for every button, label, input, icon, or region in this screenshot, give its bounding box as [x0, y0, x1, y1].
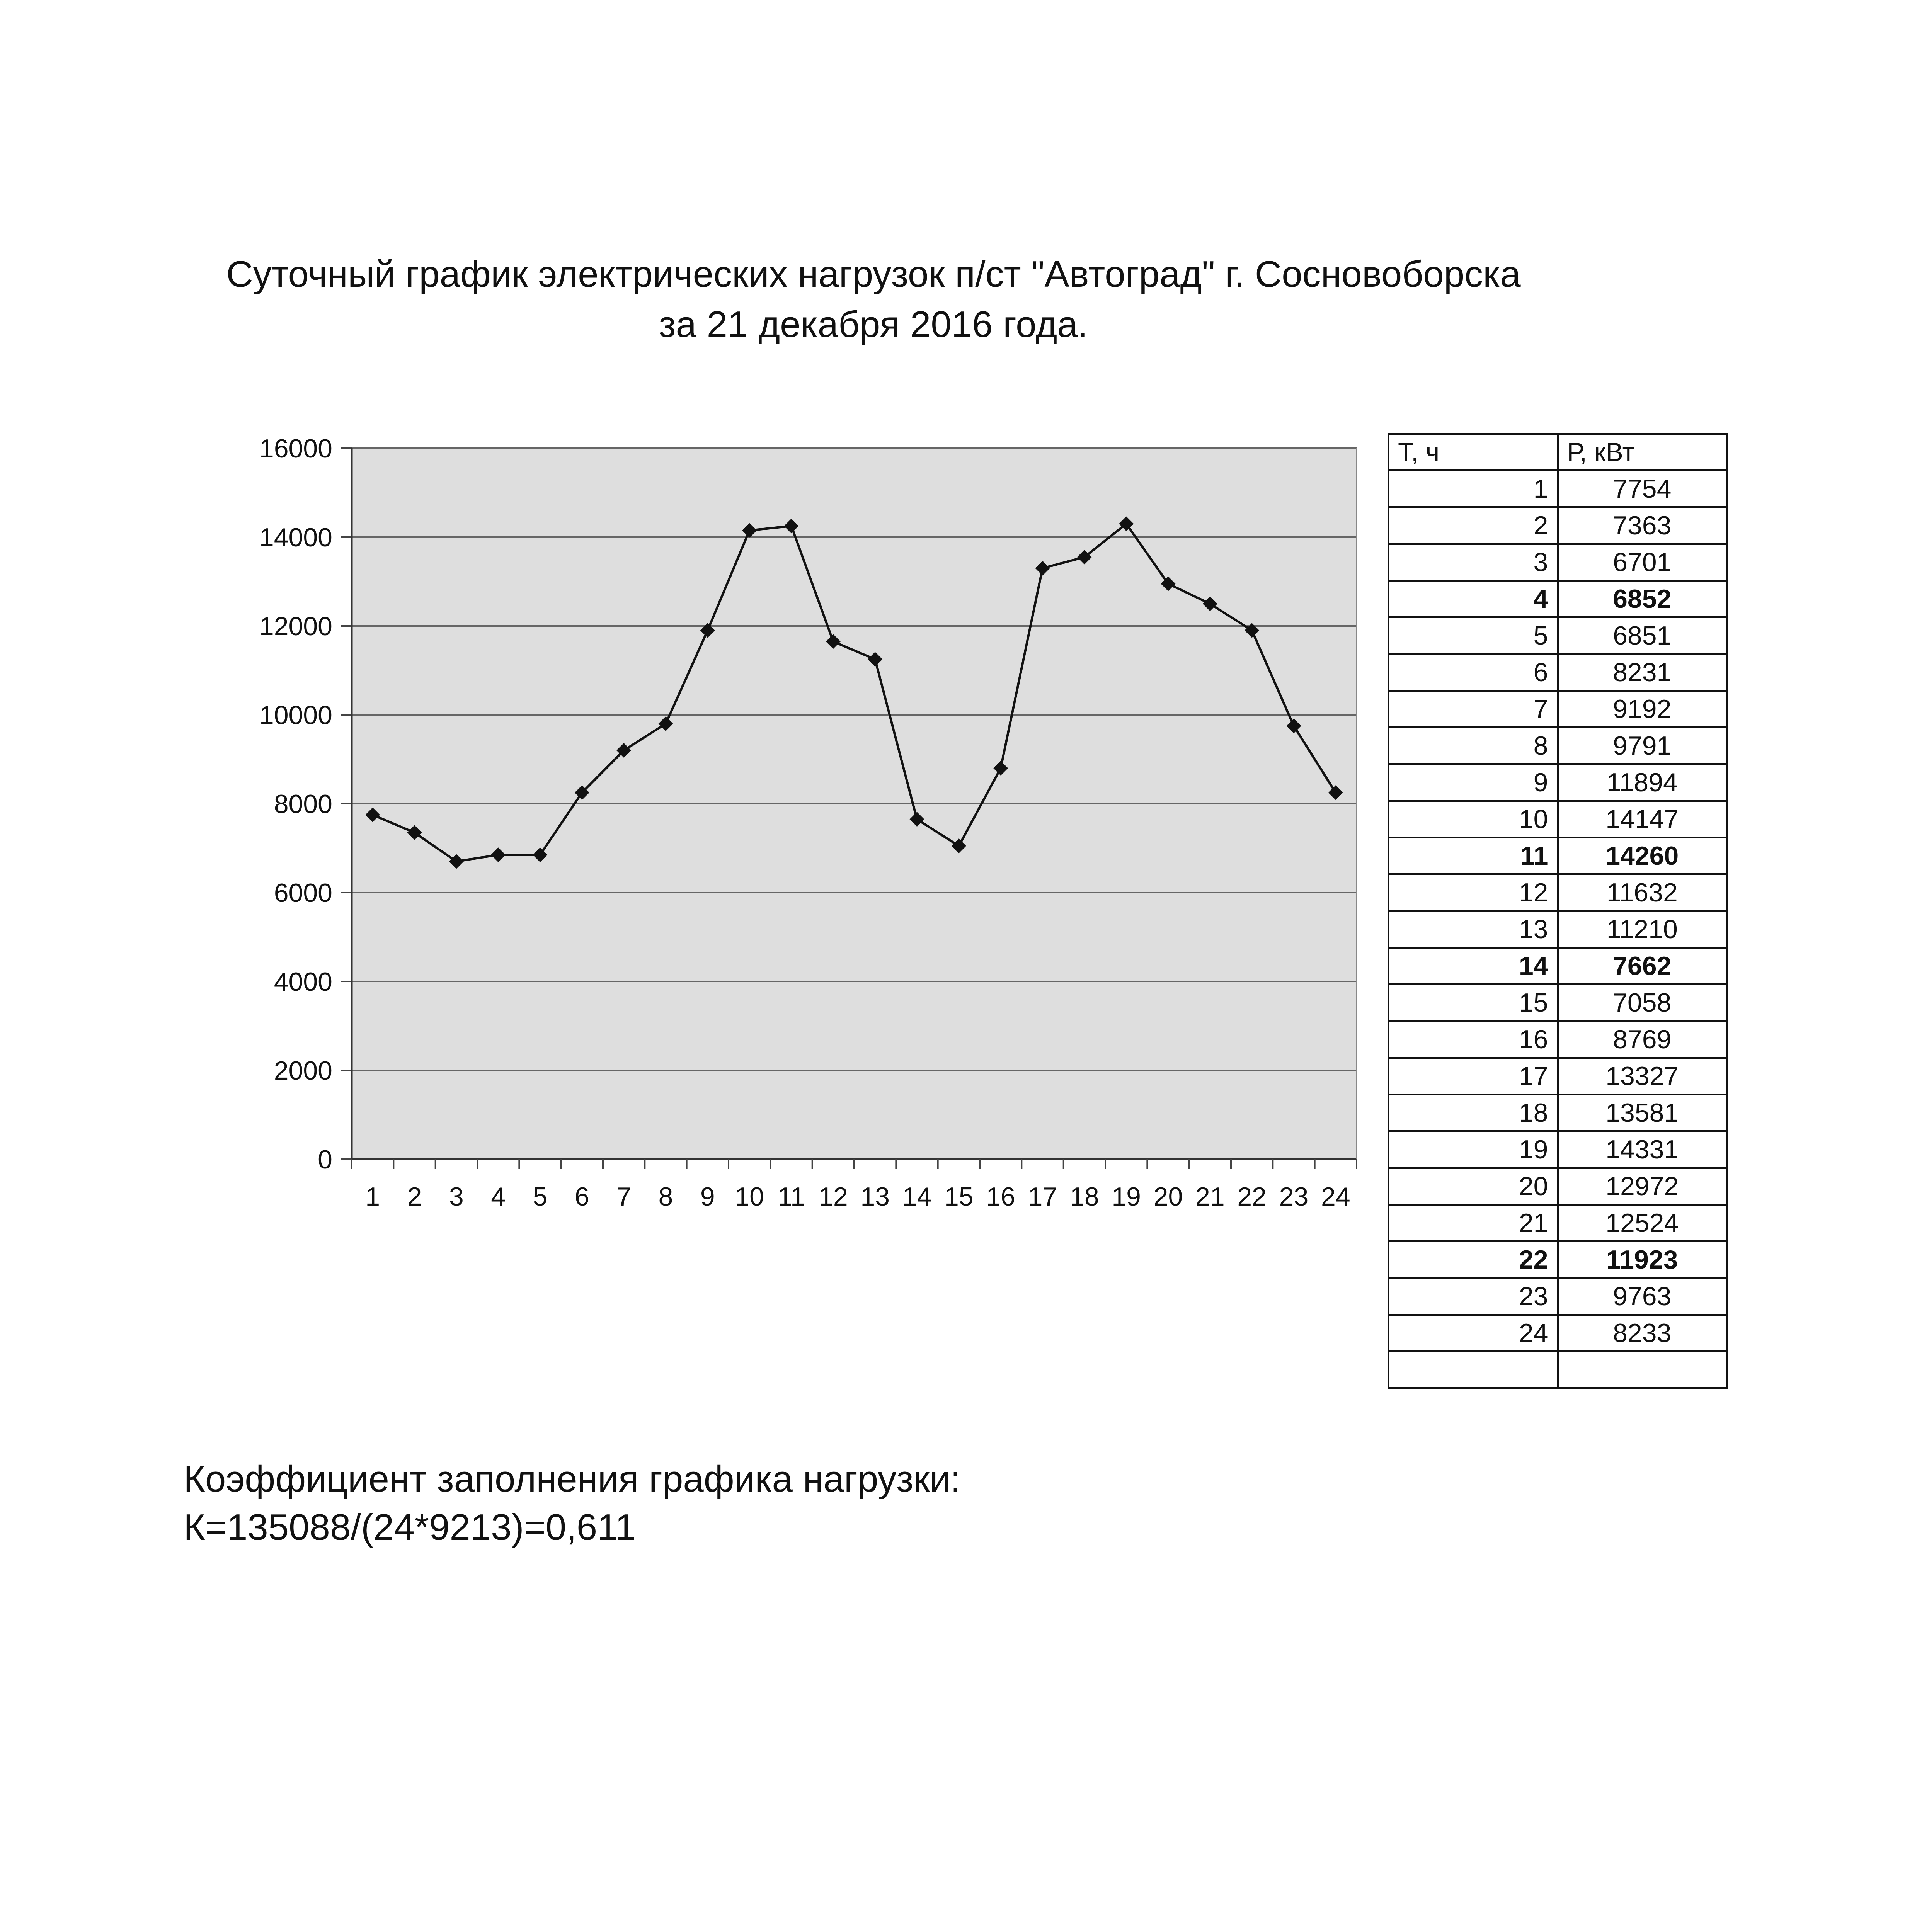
table-row: [1389, 948, 1727, 985]
cell-power: 9763: [1558, 1278, 1727, 1315]
cell-time: 16: [1389, 1021, 1558, 1058]
cell-time: 13: [1389, 911, 1558, 948]
cell-time: 6: [1389, 654, 1558, 691]
chart-title-line-2: за 21 декабря 2016 года.: [659, 304, 1088, 345]
x-tick-label: 21: [1195, 1182, 1225, 1211]
y-tick-label: 0: [318, 1145, 332, 1174]
column-header-time: Т, ч: [1389, 434, 1558, 471]
cell-time: 17: [1389, 1058, 1558, 1095]
cell-power: 6852: [1558, 581, 1727, 617]
cell-time: 12: [1389, 874, 1558, 911]
table-row: [1389, 581, 1727, 617]
y-tick-label: 8000: [274, 789, 332, 819]
cell-power: 8233: [1558, 1315, 1727, 1352]
cell-time: 10: [1389, 801, 1558, 838]
chart-title-line-1: Суточный график электрических нагрузок п/ст "Автоград" г. Сосновоборска: [226, 253, 1521, 295]
table-row: [1389, 507, 1727, 544]
table-row: [1389, 654, 1727, 691]
table-row: [1389, 838, 1727, 874]
x-tick-label: 9: [700, 1182, 715, 1211]
cell-time: 22: [1389, 1242, 1558, 1278]
cell-time: 3: [1389, 544, 1558, 581]
table-row: [1389, 1278, 1727, 1315]
cell-power: 6851: [1558, 617, 1727, 654]
cell-power: 12524: [1558, 1205, 1727, 1242]
x-tick-label: 20: [1153, 1182, 1183, 1211]
cell-power: 8769: [1558, 1021, 1727, 1058]
cell-power: 9791: [1558, 728, 1727, 764]
x-tick-label: 5: [533, 1182, 548, 1211]
cell-time: 1: [1389, 471, 1558, 507]
cell-power: 7058: [1558, 985, 1727, 1021]
x-tick-label: 11: [778, 1182, 805, 1211]
cell-power: 14260: [1558, 838, 1727, 874]
table-row: [1389, 1021, 1727, 1058]
table-row: [1389, 1352, 1727, 1388]
cell-time: 20: [1389, 1168, 1558, 1205]
y-tick-labels: [259, 434, 332, 1174]
column-header-power: Р, кВт: [1558, 434, 1727, 471]
table-row: [1389, 1168, 1727, 1205]
x-tick-label: 6: [574, 1182, 589, 1211]
cell-time: [1389, 1352, 1558, 1388]
x-tick-label: 4: [491, 1182, 506, 1211]
table-row: [1389, 911, 1727, 948]
x-tick-label: 23: [1279, 1182, 1309, 1211]
y-tick-label: 6000: [274, 878, 332, 908]
cell-power: 7754: [1558, 471, 1727, 507]
x-tick-label: 15: [944, 1182, 974, 1211]
table-row: [1389, 691, 1727, 728]
cell-power: 9192: [1558, 691, 1727, 728]
cell-power: 6701: [1558, 544, 1727, 581]
cell-power: 11210: [1558, 911, 1727, 948]
y-tick-label: 4000: [274, 967, 332, 997]
x-tick-label: 12: [819, 1182, 848, 1211]
cell-power: 8231: [1558, 654, 1727, 691]
cell-time: 2: [1389, 507, 1558, 544]
y-tick-label: 2000: [274, 1056, 332, 1085]
x-tick-label: 7: [616, 1182, 632, 1211]
cell-time: 5: [1389, 617, 1558, 654]
cell-time: 11: [1389, 838, 1558, 874]
cell-time: 9: [1389, 764, 1558, 801]
table-row: [1389, 544, 1727, 581]
cell-power: [1558, 1352, 1727, 1388]
x-tick-label: 19: [1112, 1182, 1141, 1211]
cell-time: 23: [1389, 1278, 1558, 1315]
x-tick-label: 8: [658, 1182, 673, 1211]
table-row: [1389, 617, 1727, 654]
table-row: [1389, 874, 1727, 911]
cell-power: 11923: [1558, 1242, 1727, 1278]
table-row: [1389, 801, 1727, 838]
x-tick-label: 17: [1028, 1182, 1057, 1211]
cell-power: 7363: [1558, 507, 1727, 544]
x-tick-labels: [352, 1159, 1357, 1211]
x-tick-label: 16: [986, 1182, 1015, 1211]
table-row: [1389, 1058, 1727, 1095]
cell-power: 7662: [1558, 948, 1727, 985]
table-row: [1389, 1205, 1727, 1242]
x-tick-label: 10: [735, 1182, 764, 1211]
load-factor-formula: К=135088/(24*9213)=0,611: [184, 1507, 636, 1548]
table-row: [1389, 1131, 1727, 1168]
y-tick-label: 12000: [259, 612, 332, 641]
x-tick-label: 24: [1321, 1182, 1350, 1211]
table-row: [1389, 1242, 1727, 1278]
cell-time: 7: [1389, 691, 1558, 728]
table-row: [1389, 985, 1727, 1021]
cell-time: 8: [1389, 728, 1558, 764]
y-tick-label: 16000: [259, 434, 332, 463]
x-tick-label: 22: [1237, 1182, 1267, 1211]
x-tick-label: 2: [407, 1182, 422, 1211]
table-header-row: [1389, 434, 1727, 471]
y-tick-label: 14000: [259, 523, 332, 552]
cell-time: 14: [1389, 948, 1558, 985]
cell-time: 24: [1389, 1315, 1558, 1352]
cell-power: 13581: [1558, 1095, 1727, 1131]
cell-time: 21: [1389, 1205, 1558, 1242]
load-data-table: [1388, 433, 1728, 1389]
load-factor-caption: Коэффициент заполнения графика нагрузки:: [184, 1458, 961, 1500]
x-tick-label: 18: [1070, 1182, 1099, 1211]
table-row: [1389, 1315, 1727, 1352]
cell-time: 18: [1389, 1095, 1558, 1131]
x-tick-label: 3: [449, 1182, 464, 1211]
cell-power: 14147: [1558, 801, 1727, 838]
x-tick-label: 13: [860, 1182, 890, 1211]
cell-power: 13327: [1558, 1058, 1727, 1095]
table-row: [1389, 728, 1727, 764]
cell-time: 15: [1389, 985, 1558, 1021]
cell-power: 14331: [1558, 1131, 1727, 1168]
cell-power: 11632: [1558, 874, 1727, 911]
cell-time: 19: [1389, 1131, 1558, 1168]
x-tick-label: 1: [365, 1182, 380, 1211]
y-tick-label: 10000: [259, 701, 332, 730]
x-tick-label: 14: [902, 1182, 932, 1211]
cell-power: 12972: [1558, 1168, 1727, 1205]
cell-time: 4: [1389, 581, 1558, 617]
cell-power: 11894: [1558, 764, 1727, 801]
table-row: [1389, 764, 1727, 801]
table-row: [1389, 471, 1727, 507]
table-row: [1389, 1095, 1727, 1131]
